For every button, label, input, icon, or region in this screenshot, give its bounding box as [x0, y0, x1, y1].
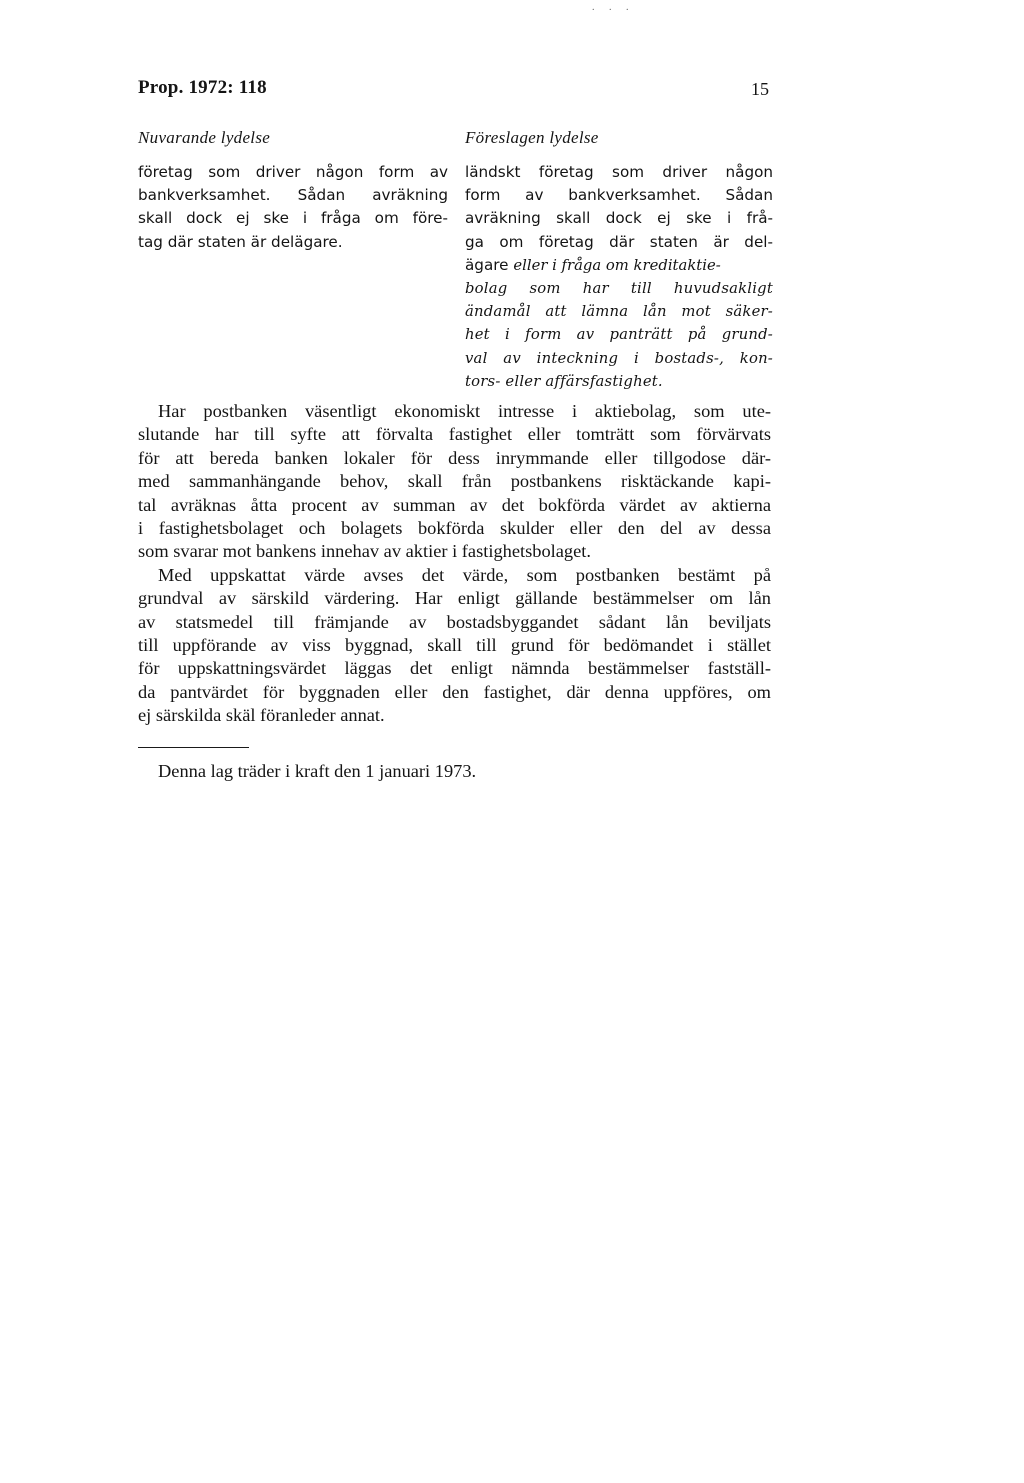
footnote-rule [138, 747, 249, 748]
paragraph-1-line: för att bereda banken lokaler för dess inrymmande eller tillgodose där- [138, 447, 771, 468]
proposed-wording-line: ländskt företag som driver någon [465, 163, 773, 181]
current-wording-line: företag som driver någon form av [138, 163, 448, 181]
proposed-italic-fragment: eller i fråga om kreditaktie- [513, 256, 721, 274]
proposed-wording-heading: Föreslagen lydelse [465, 128, 599, 147]
paragraph-1-line: tal avräknas åtta procent av summan av det bokförda värdet av aktierna [138, 494, 771, 515]
paragraph-1-line: med sammanhängande behov, skall från postbankens risktäckande kapi- [138, 471, 771, 492]
proposed-italic-line: val av inteckning i bostads-, kon- [465, 349, 773, 367]
paragraph-2-line: da pantvärdet för byggnaden eller den fastighet, där denna uppföres, om [138, 681, 771, 702]
proposition-number: Prop. 1972: 118 [138, 77, 267, 98]
paragraph-2-line: till uppförande av viss byggnad, skall till grund för bedömandet i stället [138, 634, 771, 655]
paragraph-2-line: grundval av särskild värdering. Har enligt gällande bestämmelser om lån [138, 588, 771, 609]
proposed-italic-line: ändamål att lämna lån mot säker- [465, 303, 773, 321]
proposed-wording-column [465, 127, 773, 393]
paragraph-2-line: av statsmedel till främjande av bostadsbyggandet sådant lån beviljats [138, 611, 771, 632]
proposed-italic-line: tors- eller affärsfastighet. [465, 372, 663, 390]
proposed-italic-line: bolag som har till huvudsakligt [465, 279, 773, 297]
current-wording-line: skall dock ej ske i fråga om före- [138, 209, 448, 228]
current-wording-column [138, 127, 448, 254]
paragraph-2-line: för uppskattningsvärdet läggas det enligt nämnda bestämmelser fastställ- [138, 658, 771, 679]
proposed-italic-line: het i form av panträtt på grund- [465, 326, 773, 344]
proposed-wording-line: form av bankverksamhet. Sådan [465, 186, 773, 205]
proposed-wording-mixed-line [465, 254, 773, 277]
body-text [138, 400, 771, 727]
footnote-text: Denna lag träder i kraft den 1 januari 1973. [158, 761, 477, 781]
proposed-wording-line: avräkning skall dock ej ske i frå- [465, 209, 773, 228]
current-wording-line: tag där staten är delägare. [138, 232, 343, 251]
scan-specks: . . . [592, 2, 635, 13]
paragraph-2-line: Med uppskattat värde avses det värde, som postbanken bestämt på [158, 564, 771, 585]
current-wording-line: bankverksamhet. Sådan avräkning [138, 186, 448, 205]
paragraph-1-line: slutande har till syfte att förvalta fastighet eller tomträtt som förvärvats [138, 424, 771, 445]
paragraph-1-line: som svarar mot bankens innehav av aktier i fastighetsbolaget. [138, 541, 591, 562]
paragraph-1-line: Har postbanken väsentligt ekonomiskt intresse i aktiebolag, som ute- [158, 401, 771, 421]
paragraph-1-line: i fastighetsbolaget och bolagets bokförda skulder eller den del av dessa [138, 517, 771, 538]
proposed-wording-line: ga om företag där staten är del- [465, 232, 773, 251]
current-wording-heading: Nuvarande lydelse [138, 128, 271, 147]
page-number: 15 [751, 79, 769, 99]
paragraph-2-line: ej särskilda skäl föranleder annat. [138, 705, 385, 726]
proposed-plain-fragment: ägare [465, 255, 514, 274]
